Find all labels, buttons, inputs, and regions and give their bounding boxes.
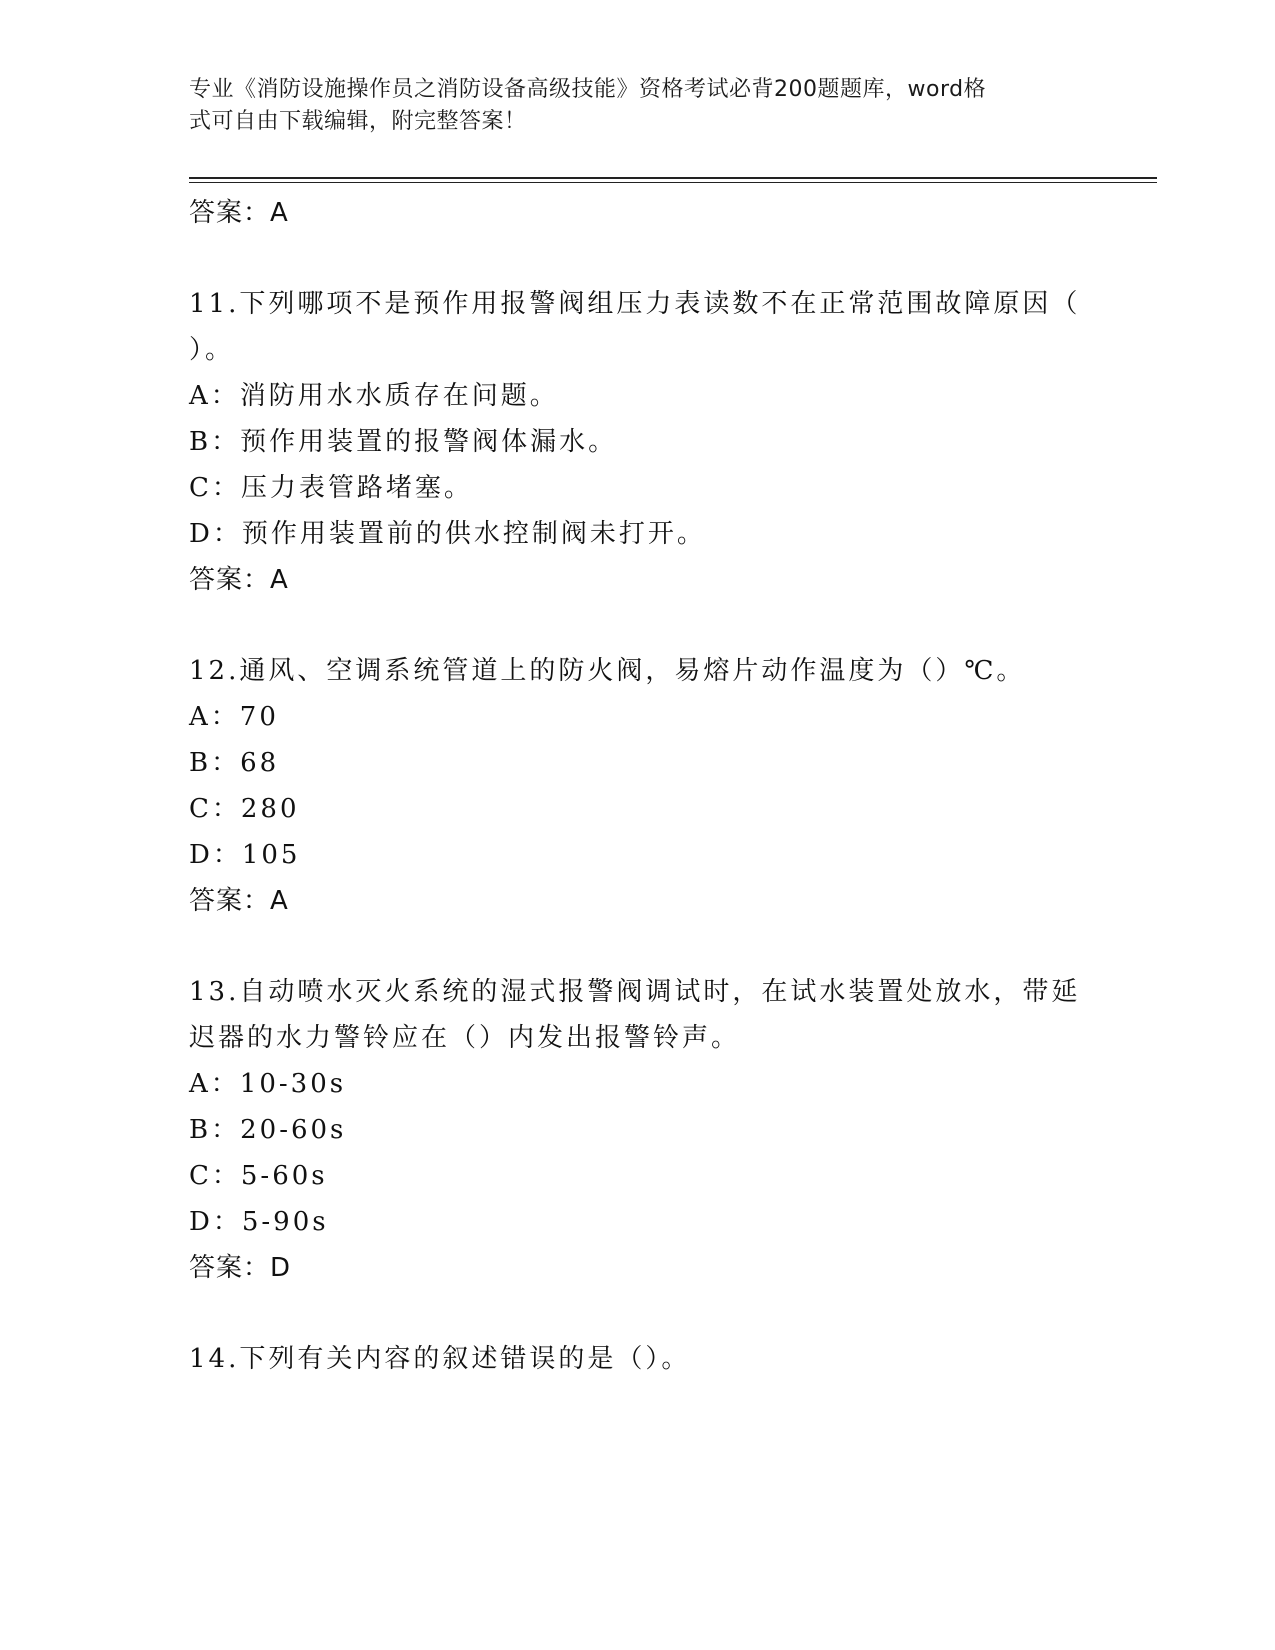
answer-q11: 答案：A [189, 565, 289, 595]
question-11-option-a: A：消防用水水质存在问题。 [189, 381, 559, 411]
question-11-text-line-1: 11.下列哪项不是预作用报警阀组压力表读数不在正常范围故障原因（ [189, 289, 1081, 319]
question-list [189, 190, 1089, 1382]
spacer [189, 603, 1089, 648]
question-13 [189, 969, 1089, 1245]
question-14 [189, 1336, 1089, 1382]
question-11-option-c: C：压力表管路堵塞。 [189, 473, 473, 503]
question-11-option-d: D：预作用装置前的供水控制阀未打开。 [189, 519, 706, 549]
header-divider-thick [189, 177, 1157, 179]
header-line-1: 专业《消防设施操作员之消防设备高级技能》资格考试必背200题题库，word格 [189, 77, 987, 102]
question-13-option-c: C：5-60s [189, 1161, 328, 1191]
question-13-text-line-1: 13.自动喷水灭火系统的湿式报警阀调试时，在试水装置处放水，带延 [189, 977, 1081, 1007]
answer-q13: 答案：D [189, 1253, 292, 1283]
answer-q12: 答案：A [189, 886, 289, 916]
question-13-option-a: A：10-30s [189, 1069, 347, 1099]
question-13-option-d: D：5-90s [189, 1207, 329, 1237]
question-11 [189, 281, 1089, 557]
question-12-option-d: D：105 [189, 840, 301, 870]
question-13-option-b: B：20-60s [189, 1115, 347, 1145]
question-14-text-line-1: 14.下列有关内容的叙述错误的是（）。 [189, 1344, 691, 1374]
document-header [189, 74, 1079, 138]
answer-q10: 答案：A [189, 198, 289, 228]
header-line-2: 式可自由下载编辑，附完整答案！ [189, 109, 527, 134]
question-11-text-line-2: ）。 [189, 335, 235, 365]
question-13-text-line-2: 迟器的水力警铃应在（）内发出报警铃声。 [189, 1023, 741, 1053]
spacer [189, 924, 1089, 969]
spacer [189, 236, 1089, 281]
spacer [189, 1291, 1089, 1336]
question-11-option-b: B：预作用装置的报警阀体漏水。 [189, 427, 618, 457]
question-12 [189, 648, 1089, 878]
header-divider-thin [189, 182, 1157, 183]
question-12-option-b: B：68 [189, 748, 280, 778]
question-12-option-c: C：280 [189, 794, 300, 824]
question-12-option-a: A：70 [189, 702, 279, 732]
question-12-text-line-1: 12.通风、空调系统管道上的防火阀，易熔片动作温度为（）℃。 [189, 656, 1026, 686]
